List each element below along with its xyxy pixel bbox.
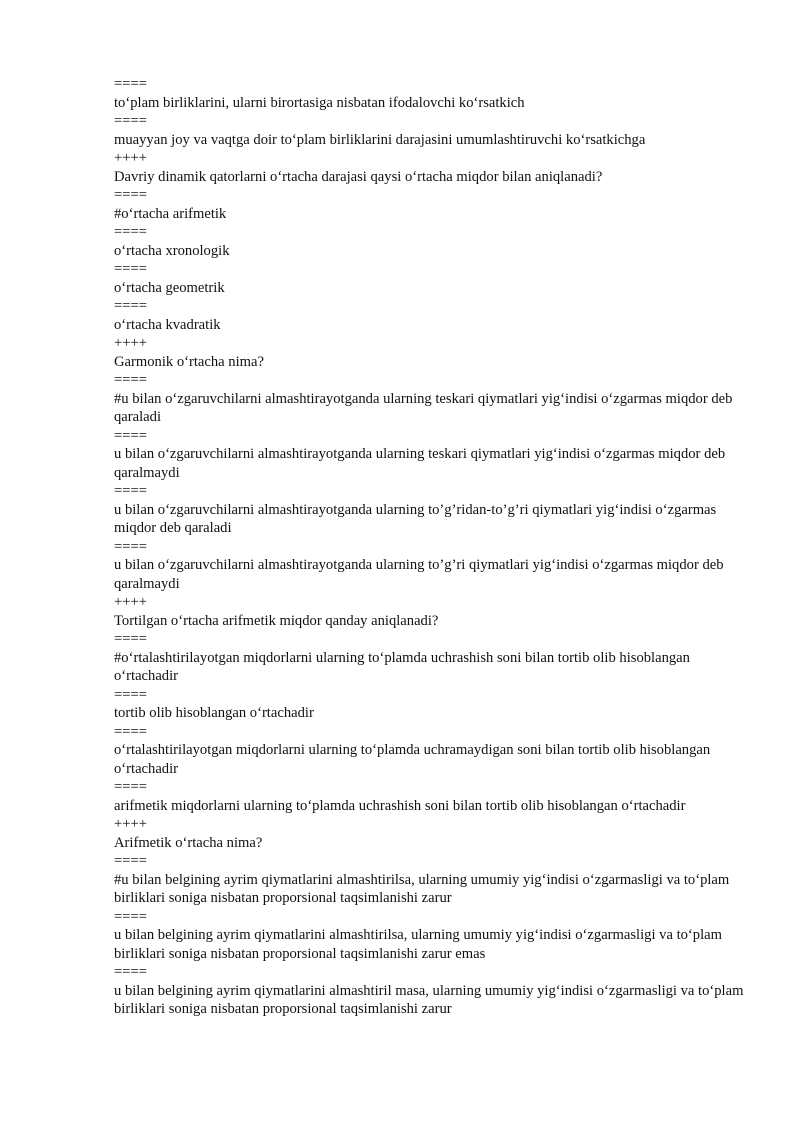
separator-line: ==== xyxy=(114,113,147,129)
answer-option: u bilan o‘zgaruvchilarni almashtirayotganda ularning teskari qiymatlari yig‘indisi o‘zgarmas miqdor deb qaralmaydi xyxy=(114,446,726,481)
answer-option: u bilan belgining ayrim qiymatlarini almashtirilsa, ularning umumiy yig‘indisi o‘zgarmasligi va to‘plam birliklari soniga nisbatan proporsional taqsimlanishi zarur emas xyxy=(114,927,722,962)
separator-line: ==== xyxy=(114,483,147,499)
separator-line: ==== xyxy=(114,372,147,388)
correct-answer-option: #u bilan o‘zgaruvchilarni almashtirayotganda ularning teskari qiymatlari yig‘indisi o‘zgarmas miqdor deb qaraladi xyxy=(114,390,733,425)
correct-answer-option: #o‘rtalashtirilayotgan miqdorlarni ularning to‘plamda uchrashish soni bilan tortib olib hisoblangan o‘rtachadir xyxy=(114,649,690,684)
answer-option: to‘plam birliklarini, ularni birortasiga nisbatan ifodalovchi ko‘rsatkich xyxy=(114,94,525,111)
separator-line: ==== xyxy=(114,187,147,203)
question-text: Davriy dinamik qatorlarni o‘rtacha darajasi qaysi o‘rtacha miqdor bilan aniqlanadi? xyxy=(114,168,603,185)
answer-option: muayyan joy va vaqtga doir to‘plam birliklarini darajasini umumlashtiruvchi ko‘rsatkichga xyxy=(114,131,646,148)
answer-option: arifmetik miqdorlarni ularning to‘plamda uchrashish soni bilan tortib olib hisoblangan o‘rtachadir xyxy=(114,797,686,814)
separator-line: ==== xyxy=(114,686,147,703)
question-text: Tortilgan o‘rtacha arifmetik miqdor qanday aniqlanadi? xyxy=(114,612,439,629)
separator-line: ==== xyxy=(114,853,147,869)
separator-line: ==== xyxy=(114,631,147,647)
answer-option: o‘rtalashtirilayotgan miqdorlarni ularning to‘plamda uchramaydigan soni bilan tortib olib hisoblangan o‘rtachadir xyxy=(114,742,711,777)
question-separator: ++++ xyxy=(114,150,147,166)
separator-line: ==== xyxy=(114,908,147,925)
separator-line: ==== xyxy=(114,964,147,980)
separator-line: ==== xyxy=(114,298,147,314)
answer-option: tortib olib hisoblangan o‘rtachadir xyxy=(114,705,314,721)
answer-option: u bilan belgining ayrim qiymatlarini almashtiril masa, ularning umumiy yig‘indisi o‘zgarmasligi va to‘plam birliklari soniga nisbatan proporsional taqsimlanishi zarur xyxy=(114,982,744,1017)
answer-option: o‘rtacha xronologik xyxy=(114,242,230,259)
correct-answer-option: #o‘rtacha arifmetik xyxy=(114,205,227,222)
separator-line: ==== xyxy=(114,538,147,555)
question-separator: ++++ xyxy=(114,594,147,610)
question-separator: ++++ xyxy=(114,335,147,351)
question-text: Garmonik o‘rtacha nima? xyxy=(114,353,264,370)
question-text: Arifmetik o‘rtacha nima? xyxy=(114,834,263,851)
answer-option: u bilan o‘zgaruvchilarni almashtirayotganda ularning to’g’ridan-to’g’ri qiymatlari yig‘indisi o‘zgarmas miqdor deb qaraladi xyxy=(114,501,717,536)
separator-line: ==== xyxy=(114,723,147,740)
document-body xyxy=(114,75,744,1019)
separator-line: ==== xyxy=(114,427,147,444)
answer-option: o‘rtacha kvadratik xyxy=(114,316,221,333)
separator-line: ==== xyxy=(114,76,147,92)
question-separator: ++++ xyxy=(114,816,147,832)
answer-option: u bilan o‘zgaruvchilarni almashtirayotganda ularning to’g’ri qiymatlari yig‘indisi o‘zgarmas miqdor deb qaralmaydi xyxy=(114,557,724,592)
answer-option: o‘rtacha geometrik xyxy=(114,279,225,296)
separator-line: ==== xyxy=(114,261,147,277)
correct-answer-option: #u bilan belgining ayrim qiymatlarini almashtirilsa, ularning umumiy yig‘indisi o‘zgarmasligi va to‘plam birliklari soniga nisbatan proporsional taqsimlanishi zarur xyxy=(114,871,730,906)
separator-line: ==== xyxy=(114,779,147,795)
separator-line: ==== xyxy=(114,224,147,240)
